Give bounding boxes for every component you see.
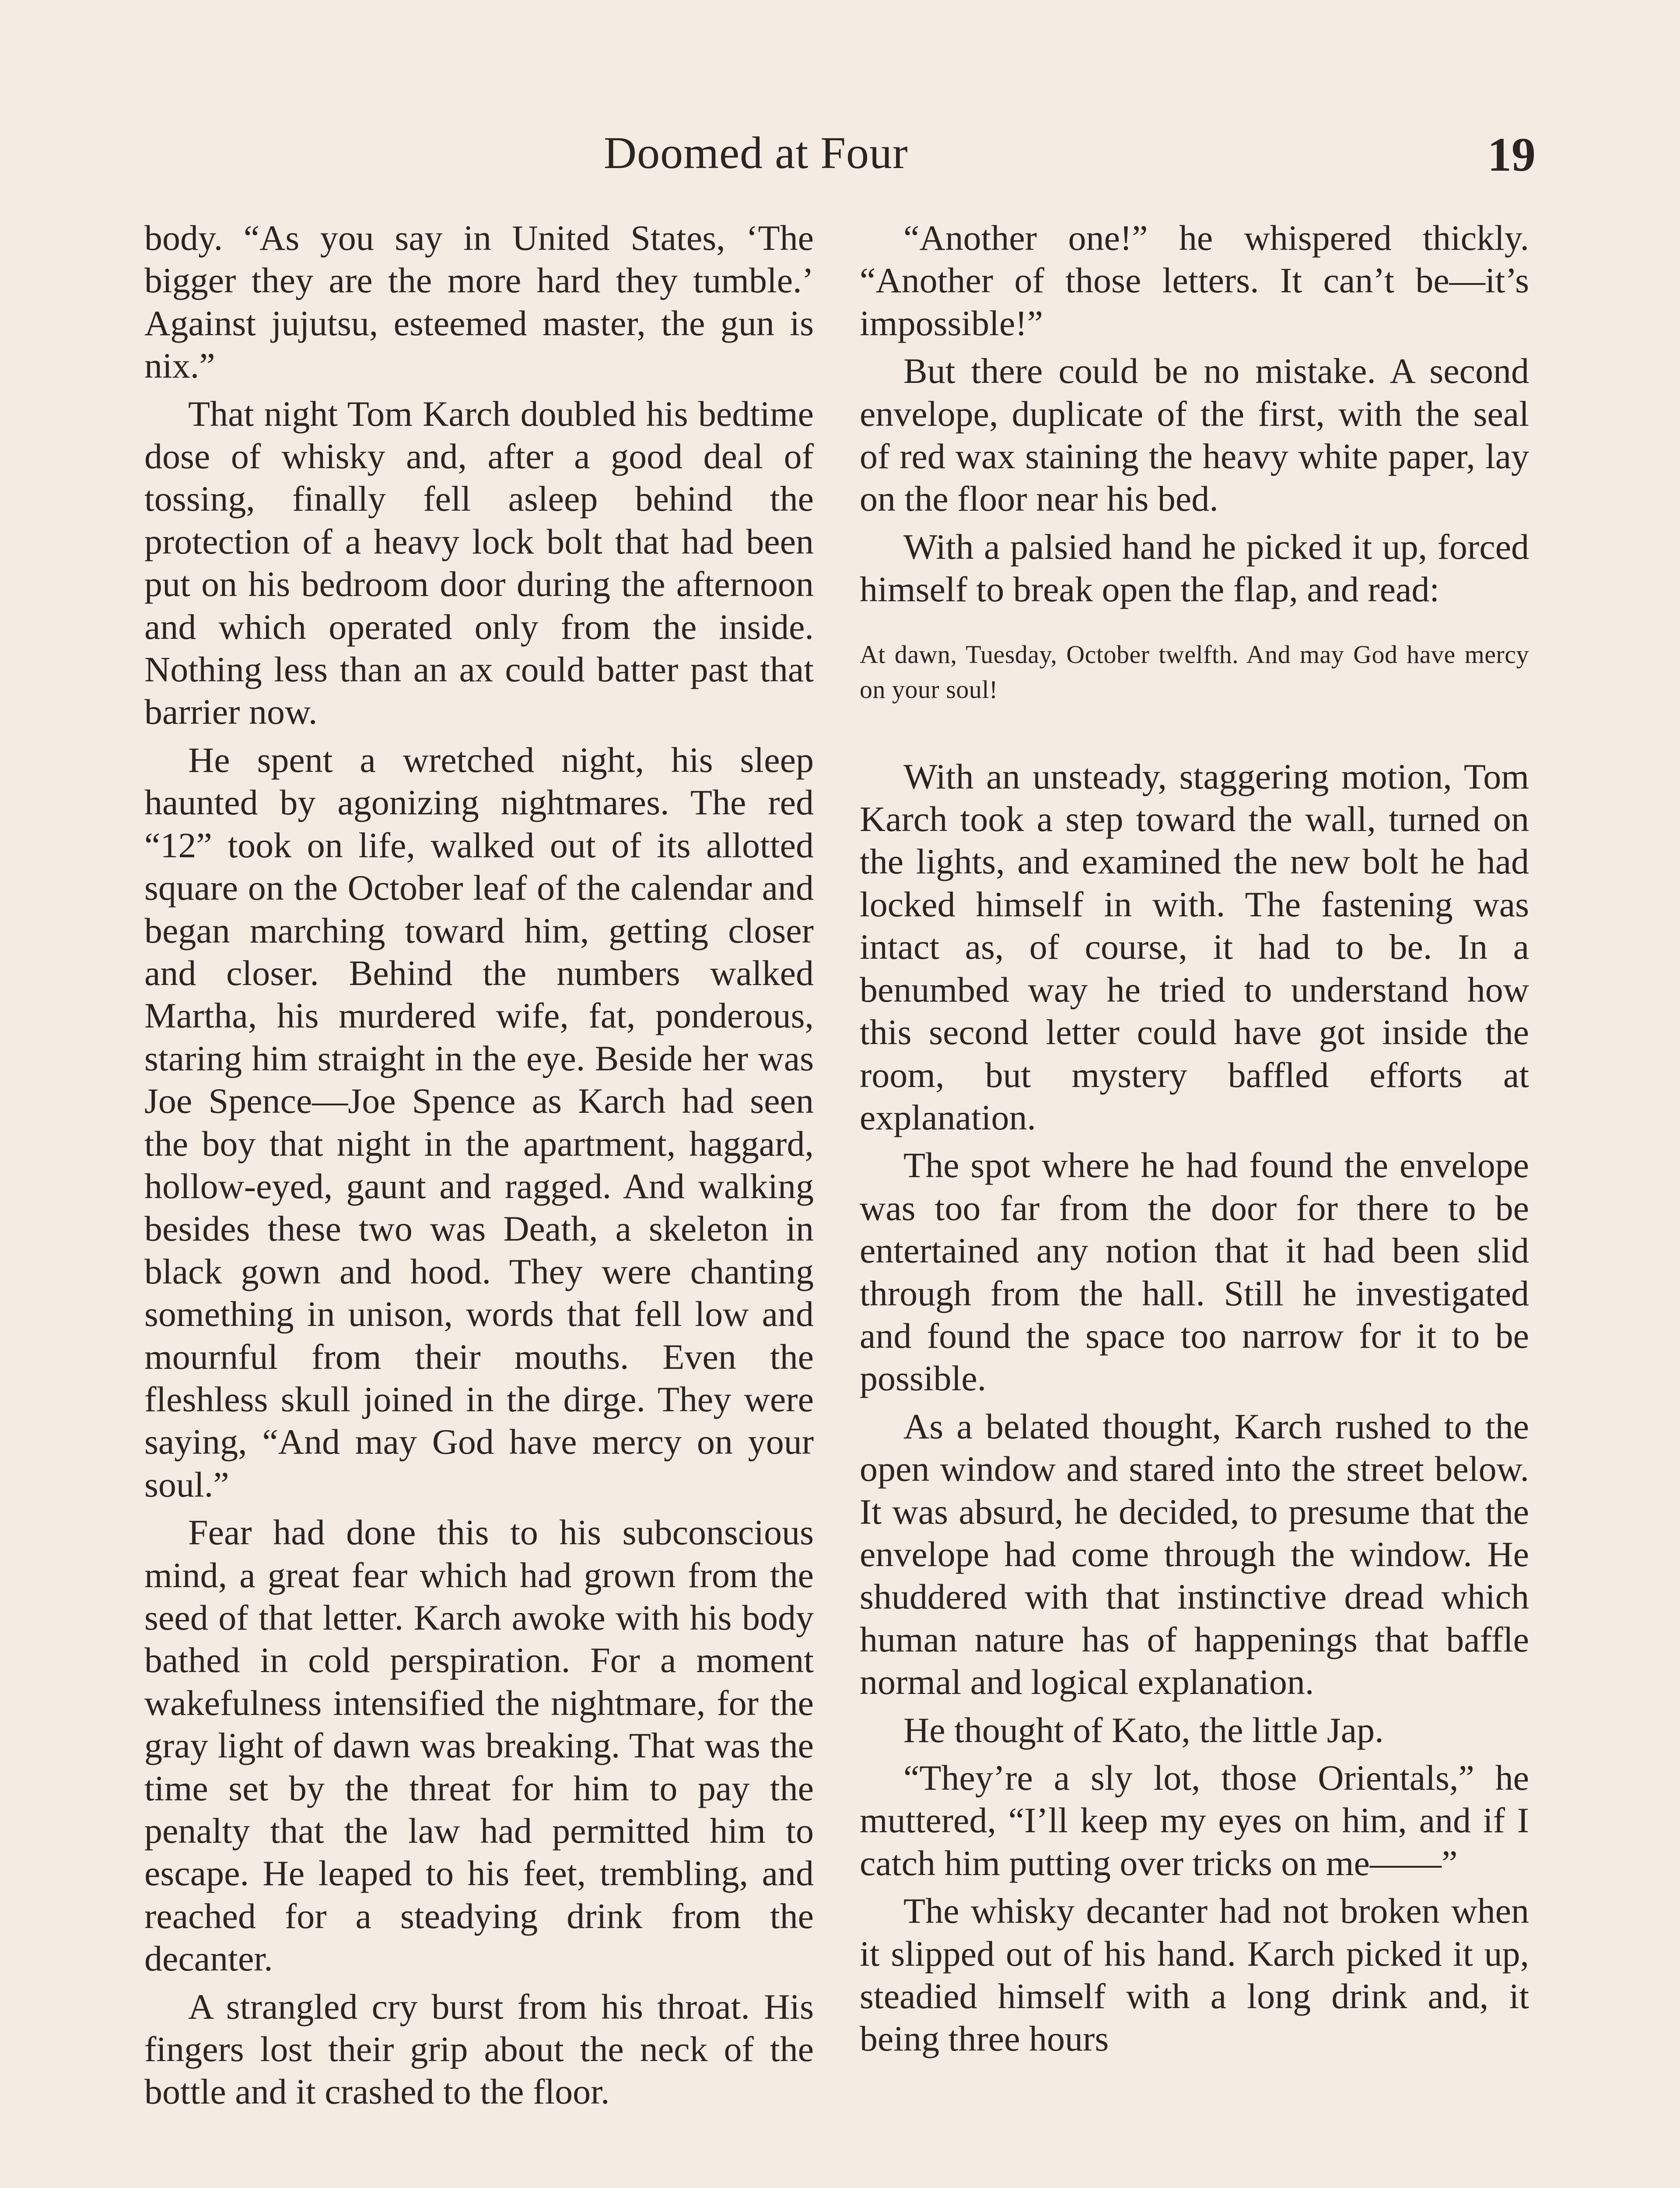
paragraph: He thought of Kato, the little Jap. — [903, 1710, 1384, 1750]
paragraph: The spot where he had found the envelope was too far from the door for there to be entertained any notion that it had been slid through from the hall. Still he investigated and found the space too narrow for it to be possible. — [860, 1145, 1529, 1399]
paragraph: With an unsteady, staggering motion, Tom Karch took a step toward the wall, turned on the lights, and examined the new bolt he had locked himself in with. The fastening was intact as, of course, it had to be. In a benumbed way he tried to understand how this second letter could have got inside the room, but mystery baffled efforts at explanation. — [860, 756, 1529, 1137]
paragraph: A strangled cry burst from his throat. His fingers lost their grip about the neck of the bottle and it crashed to the floor. — [144, 1986, 814, 2112]
paragraph: body. “As you say in United States, ‘The bigger they are the more hard they tumble.’ Against jujutsu, esteemed master, the gun is nix.” — [144, 218, 814, 386]
paragraph: With a palsied hand he picked it up, forced himself to break open the flap, and read: — [860, 526, 1529, 610]
paragraph: But there could be no mistake. A second envelope, duplicate of the first, with the seal of red wax staining the heavy white paper, lay on the floor near his bed. — [860, 351, 1529, 519]
paragraph: As a belated thought, Karch rushed to the open window and stared into the street below. It was absurd, he decided, to presume that the envelope had come through the window. He shuddered with that instinctive dread which human nature has of happenings that baffle normal and logical explanation. — [860, 1406, 1529, 1702]
paragraph: Fear had done this to his subconscious mind, a great fear which had grown from the seed of that letter. Karch awoke with his body bathed in cold perspiration. For a moment wakefulness intensified the nightmare, for the gray light of dawn was breaking. That was the time set by the threat for him to pay the penalty that the law had permitted him to escape. He leaped to his feet, trembling, and reached for a steadying drink from the decanter. — [144, 1512, 814, 1979]
left-column — [144, 217, 814, 2118]
page-number: 19 — [1488, 128, 1536, 181]
paragraph: “Another one!” he whispered thickly. “Another of those letters. It can’t be—it’s impossible!” — [860, 218, 1529, 343]
paragraph: “They’re a sly lot, those Orientals,” he muttered, “I’ll keep my eyes on him, and if I catch him putting over tricks on me——” — [860, 1758, 1529, 1883]
paragraph: That night Tom Karch doubled his bedtime dose of whisky and, after a good deal of tossing, finally fell asleep behind the protection of a heavy lock bolt that had been put on his bedroom door during the afternoon and which operated only from the inside. Nothing less than an ax could batter past that barrier now. — [144, 393, 814, 732]
right-column — [860, 217, 1529, 2065]
paragraph: The whisky decanter had not broken when it slipped out of his hand. Karch picked it up, steadied himself with a long drink and, it being three hours — [860, 1891, 1529, 2059]
running-title: Doomed at Four — [604, 128, 908, 178]
letter-text: At dawn, Tuesday, October twelfth. And may God have mercy on your soul! — [860, 640, 1529, 704]
page-header — [0, 127, 1680, 193]
paragraph: He spent a wretched night, his sleep haunted by agonizing nightmares. The red “12” took on life, walked out of its allotted square on the October leaf of the calendar and began marching toward him, getting closer and closer. Behind the numbers walked Martha, his murdered wife, fat, ponderous, staring him straight in the eye. Beside her was Joe Spence—Joe Spence as Karch had seen the boy that night in the apartment, haggard, hollow-eyed, gaunt and ragged. And walking besides these two was Death, a skeleton in black gown and hood. They were chanting something in unison, words that fell low and mournful from their mouths. Even the fleshless skull joined in the dirge. They were saying, “And may God have mercy on your soul.” — [144, 740, 814, 1504]
